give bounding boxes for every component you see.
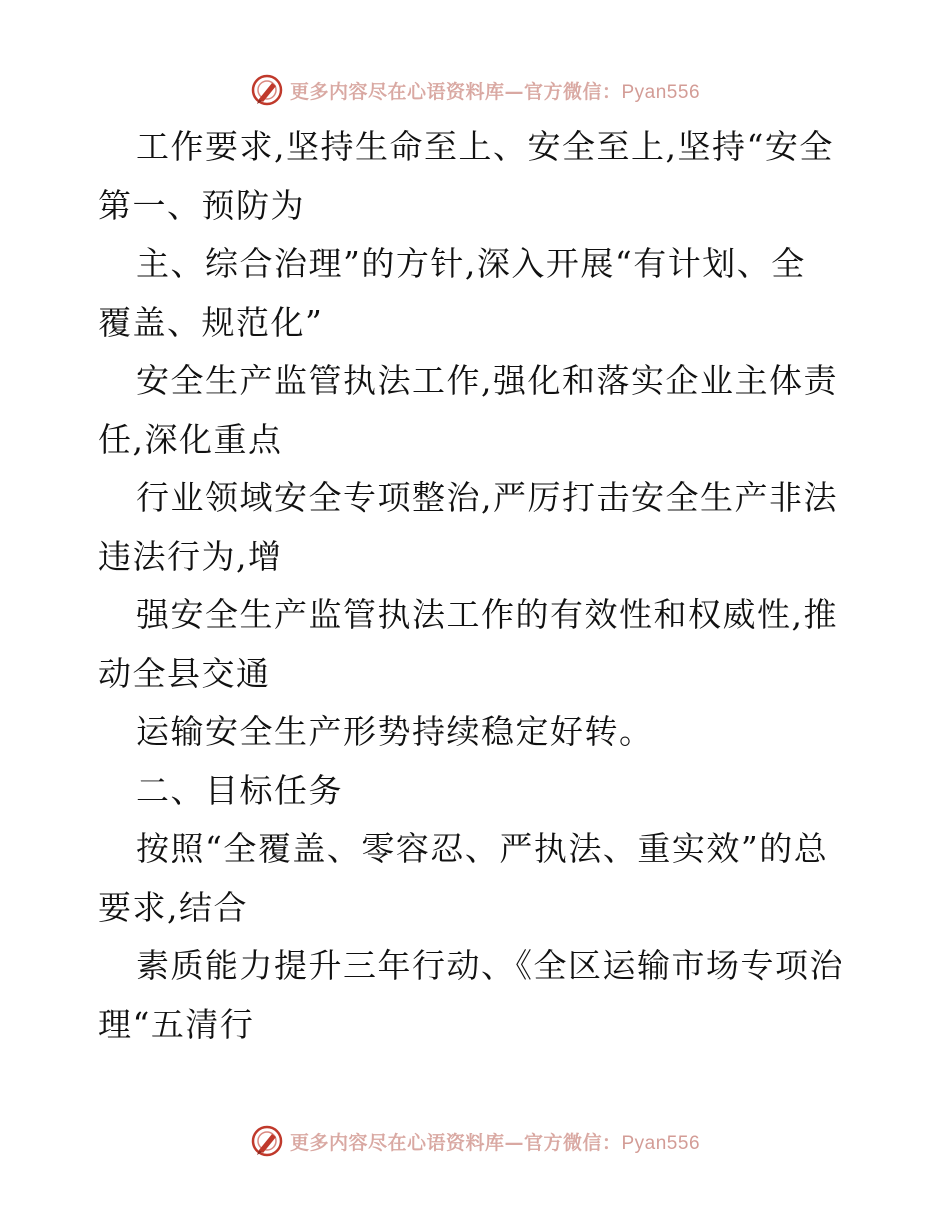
text-line: 强安全生产监管执法工作的有效性和权威性,推 — [136, 595, 838, 634]
text-line: 运输安全生产形势持续稳定好转。 — [136, 712, 654, 751]
pen-logo-icon — [250, 73, 284, 107]
pen-logo-icon — [250, 1124, 284, 1158]
document-body — [98, 118, 858, 1054]
text-line: 要求,结合 — [98, 887, 248, 927]
text-line: 第一、预防为 — [98, 185, 305, 225]
watermark-handle: Pyan556 — [621, 81, 701, 103]
text-line: 工作要求,坚持生命至上、安全至上,坚持“安全 — [136, 127, 834, 166]
text-line: 动全县交通 — [98, 653, 271, 693]
watermark-text — [290, 1128, 700, 1155]
text-line: 理“五清行 — [98, 1004, 255, 1044]
footer-watermark — [0, 1121, 950, 1161]
text-line: 行业领域安全专项整治,严厉打击安全生产非法 — [136, 478, 838, 517]
watermark-text — [290, 77, 700, 104]
text-line: 二、目标任务 — [136, 770, 343, 810]
text-line: 按照“全覆盖、零容忍、严执法、重实效”的总 — [136, 829, 829, 868]
text-line: 安全生产监管执法工作,强化和落实企业主体责 — [136, 361, 838, 400]
text-line: 素质能力提升三年行动、《全区运输市场专项治 — [136, 946, 844, 985]
text-line: 主、综合治理”的方针,深入开展“有计划、全 — [136, 244, 806, 283]
header-watermark — [0, 70, 950, 110]
watermark-handle: Pyan556 — [621, 1132, 701, 1154]
watermark-brand: 更多内容尽在心语资料库—官方微信： — [289, 1131, 622, 1154]
watermark-brand: 更多内容尽在心语资料库—官方微信： — [289, 80, 622, 103]
text-line: 覆盖、规范化” — [98, 302, 324, 342]
text-line: 违法行为,增 — [98, 536, 283, 576]
text-line: 任,深化重点 — [98, 419, 283, 459]
